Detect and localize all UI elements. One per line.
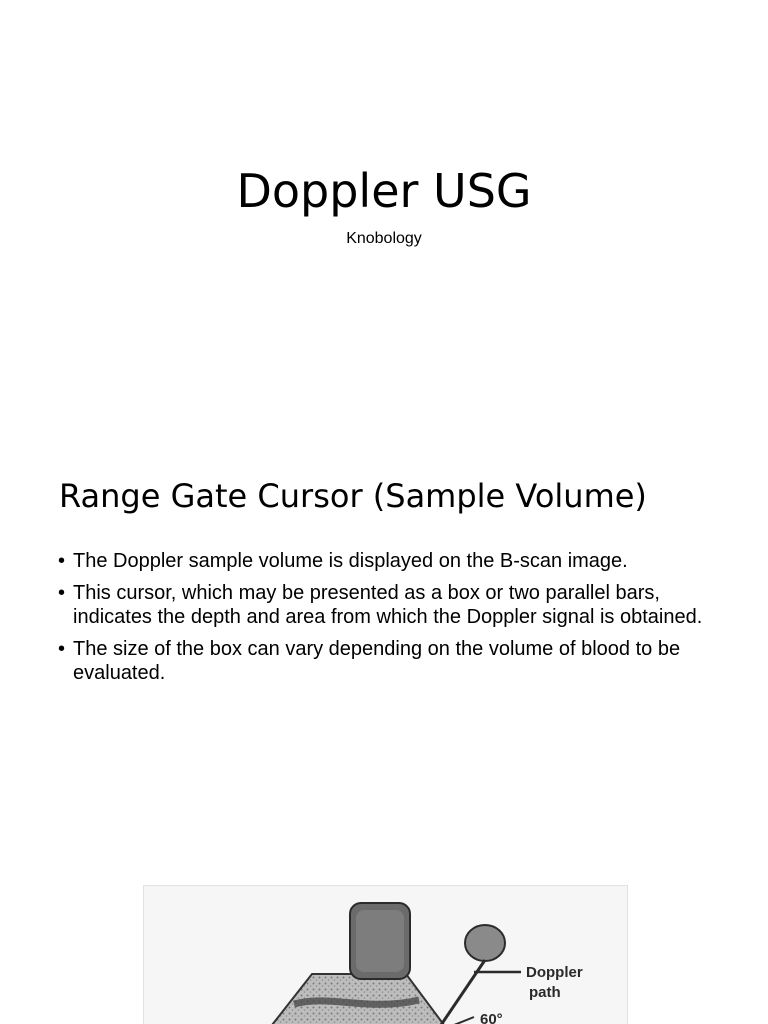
- path-label: path: [529, 984, 561, 1001]
- bullet-text: The size of the box can vary depending on the volume of blood to be evaluated.: [73, 637, 681, 684]
- bullet-list: [58, 549, 718, 693]
- diagram-drawing: [144, 886, 628, 1024]
- doppler-label: Doppler: [526, 964, 583, 981]
- doppler-diagram: [143, 885, 628, 1024]
- slide-subtitle: Knobology: [346, 230, 422, 247]
- vessel-band: [294, 1000, 419, 1004]
- bullet-text: The Doppler sample volume is displayed on the B-scan image.: [73, 550, 628, 572]
- transducer-face: [356, 910, 404, 972]
- angle-label: 60°: [480, 1011, 503, 1024]
- bullet-item: [58, 549, 718, 574]
- slide-title: Doppler USG: [236, 164, 532, 218]
- bullet-mark: •: [58, 550, 66, 572]
- bullet-item: [58, 637, 718, 686]
- bullet-text: This cursor, which may be presented as a box or two parallel bars, indicates the depth and area from which the Doppler signal is obtained.: [73, 581, 703, 628]
- doppler-cursor-line: [441, 960, 485, 1024]
- bullet-item: [58, 581, 718, 630]
- section-heading: Range Gate Cursor (Sample Volume): [59, 477, 647, 515]
- bullet-mark: •: [58, 637, 66, 660]
- sample-volume-marker: [465, 925, 505, 961]
- bullet-mark: •: [58, 581, 66, 604]
- angle-label-leader: [454, 1017, 474, 1024]
